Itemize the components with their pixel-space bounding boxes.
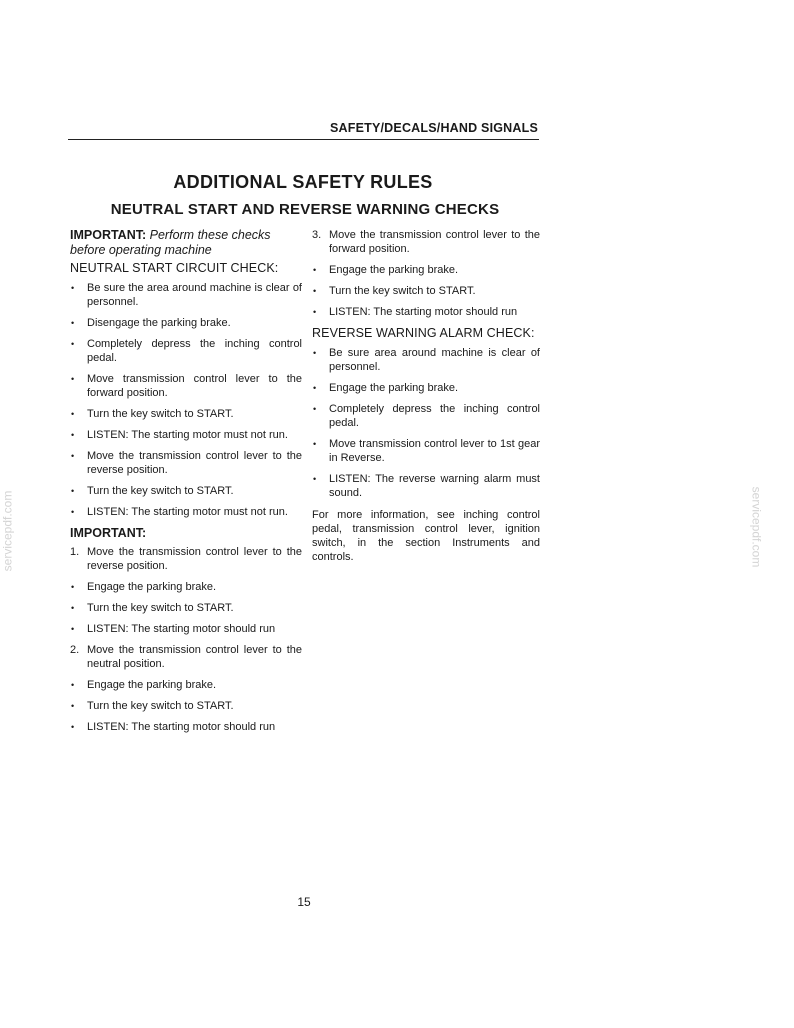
more-info-note: For more information, see inching control pedal, transmission control lever, ignition switch, in the section Instruments and controls. xyxy=(312,509,540,563)
page-subtitle: NEUTRAL START AND REVERSE WARNING CHECKS xyxy=(110,201,500,218)
list-item: • Completely depress the inching control pedal. xyxy=(70,337,302,365)
watermark-left: servicepdf.com xyxy=(0,490,15,572)
reverse-warning-list xyxy=(312,346,540,500)
step-1 xyxy=(70,545,302,573)
left-column xyxy=(70,228,302,741)
list-item: • Move the transmission control lever to the reverse position. xyxy=(70,449,302,477)
important-note xyxy=(70,228,302,258)
list-item: • Turn the key switch to START. xyxy=(70,601,302,615)
list-item: • Be sure area around machine is clear of personnel. xyxy=(312,346,540,374)
list-item: • Engage the parking brake. xyxy=(312,381,540,395)
step-3 xyxy=(312,228,540,256)
step-number: 2. xyxy=(70,644,80,656)
reverse-warning-heading: REVERSE WARNING ALARM CHECK: xyxy=(312,326,535,340)
list-item: • Be sure the area around machine is clear of personnel. xyxy=(70,281,302,309)
list-item: • Move transmission control lever to 1st gear in Reverse. xyxy=(312,437,540,465)
step-2 xyxy=(70,643,302,671)
list-item: • LISTEN: The starting motor must not run. xyxy=(70,505,302,519)
list-item: • LISTEN: The starting motor should run xyxy=(70,622,302,636)
list-item: • Engage the parking brake. xyxy=(312,263,540,277)
list-item: • Engage the parking brake. xyxy=(70,580,302,594)
list-item: • Turn the key switch to START. xyxy=(312,284,540,298)
watermark-right: servicepdf.com xyxy=(749,486,764,568)
list-item: • Turn the key switch to START. xyxy=(70,699,302,713)
neutral-start-list xyxy=(70,281,302,519)
step-text: Move the transmission control lever to the reverse position. xyxy=(87,546,302,572)
step-2-list xyxy=(70,678,302,734)
list-item: • Engage the parking brake. xyxy=(70,678,302,692)
important-label: IMPORTANT: xyxy=(70,228,147,242)
step-3-list xyxy=(312,263,540,319)
list-item: • Completely depress the inching control pedal. xyxy=(312,402,540,430)
step-1-list xyxy=(70,580,302,636)
step-number: 1. xyxy=(70,546,80,558)
list-item: • LISTEN: The starting motor should run xyxy=(70,720,302,734)
step-number: 3. xyxy=(312,229,322,241)
step-text: Move the transmission control lever to the forward position. xyxy=(329,229,540,255)
list-item: • Turn the key switch to START. xyxy=(70,484,302,498)
list-item: • LISTEN: The starting motor must not run. xyxy=(70,428,302,442)
page-number: 15 xyxy=(297,895,311,909)
important-heading: IMPORTANT: xyxy=(70,526,147,540)
step-text: Move the transmission control lever to the neutral position. xyxy=(87,644,302,670)
list-item: • LISTEN: The reverse warning alarm must sound. xyxy=(312,472,540,500)
neutral-start-heading: NEUTRAL START CIRCUIT CHECK: xyxy=(70,261,279,275)
list-item: • LISTEN: The starting motor should run xyxy=(312,305,540,319)
header-rule xyxy=(68,139,539,140)
list-item: • Disengage the parking brake. xyxy=(70,316,302,330)
page-title: ADDITIONAL SAFETY RULES xyxy=(173,172,433,192)
important-text: Perform these checks before operating machine xyxy=(70,228,271,257)
section-header: SAFETY/DECALS/HAND SIGNALS xyxy=(330,121,538,135)
list-item: • Turn the key switch to START. xyxy=(70,407,302,421)
right-column xyxy=(312,228,540,564)
list-item: • Move transmission control lever to the forward position. xyxy=(70,372,302,400)
